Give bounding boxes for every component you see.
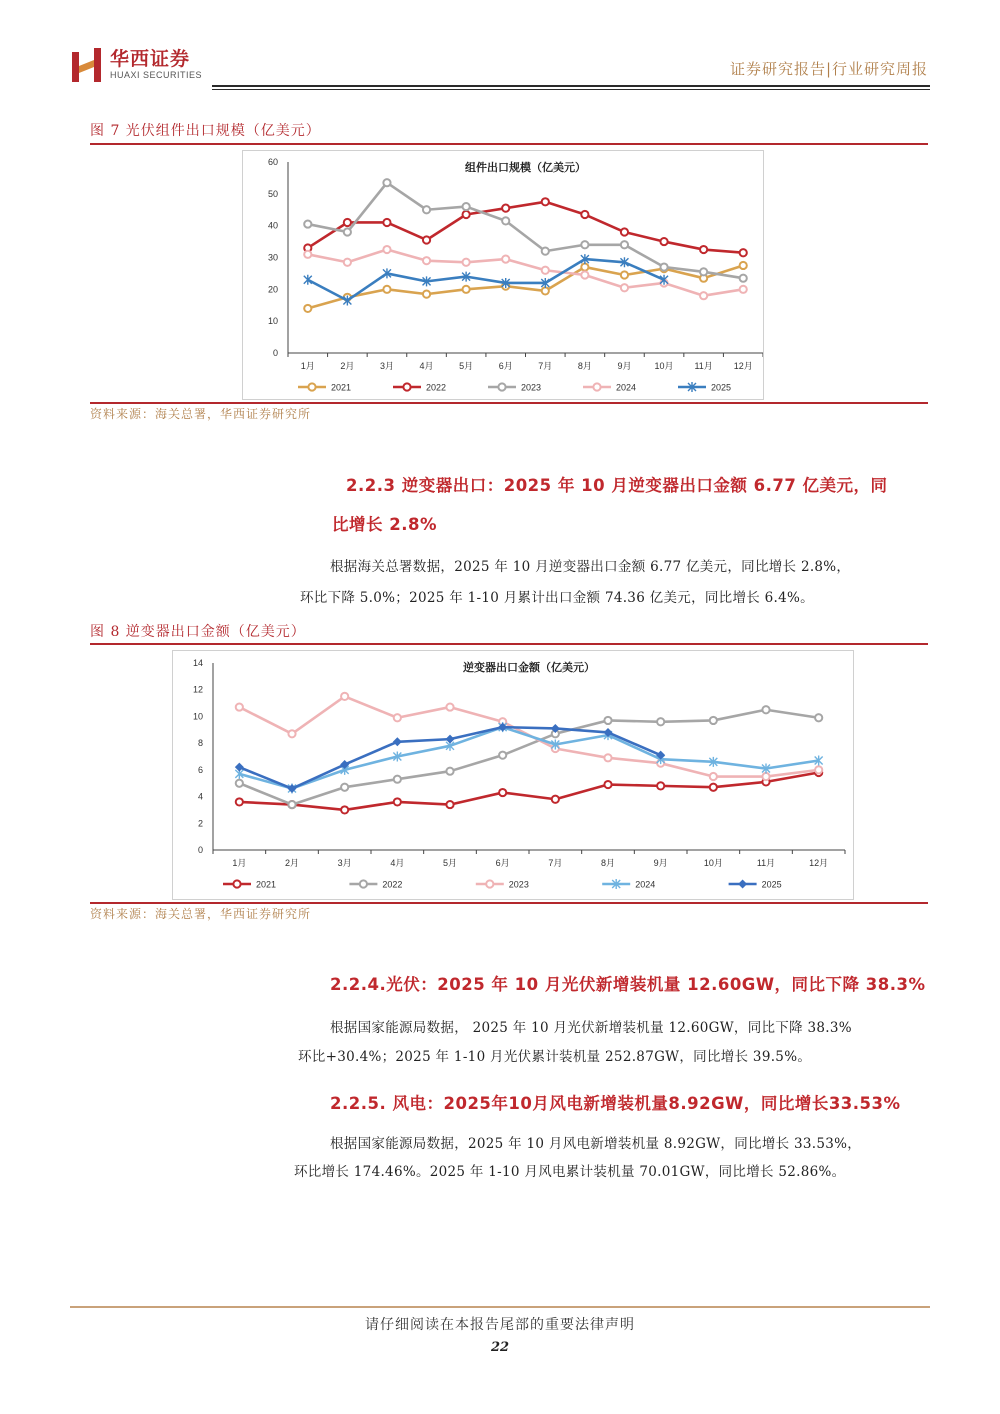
section-225-paragraph-line2: 环比增长 174.46%。2025 年 1-10 月风电累计装机量 70.01GW，同比增长 52.86%。 bbox=[294, 1164, 846, 1180]
legend-marker-2021 bbox=[308, 383, 315, 390]
figure8-chart bbox=[172, 650, 854, 900]
y-tick-label: 12 bbox=[192, 684, 203, 695]
chart-title: 逆变器出口金额（亿美元） bbox=[463, 662, 595, 674]
x-tick-label: 5月 bbox=[442, 858, 458, 868]
data-point-2022 bbox=[762, 706, 769, 713]
legend-label-2024: 2024 bbox=[635, 879, 656, 890]
data-point-2023 bbox=[815, 766, 822, 773]
y-tick-label: 60 bbox=[267, 157, 278, 167]
data-point-2023 bbox=[423, 206, 430, 213]
figure7-caption: 图 7 光伏组件出口规模（亿美元） bbox=[90, 123, 321, 139]
data-point-2021 bbox=[621, 271, 628, 278]
legend-marker-2024 bbox=[593, 383, 600, 390]
data-point-2022 bbox=[499, 752, 506, 759]
data-point-2022 bbox=[288, 801, 295, 808]
data-point-2022 bbox=[383, 219, 390, 226]
x-tick-label: 12月 bbox=[733, 361, 753, 371]
x-tick-label: 4月 bbox=[419, 361, 434, 371]
data-point-2023 bbox=[344, 228, 351, 235]
x-tick-label: 4月 bbox=[390, 858, 405, 868]
series-line-2024 bbox=[239, 727, 818, 788]
x-tick-label: 11月 bbox=[694, 361, 713, 371]
footer-rule bbox=[70, 1306, 930, 1308]
x-tick-label: 1月 bbox=[300, 361, 315, 371]
data-point-2024 bbox=[542, 267, 549, 274]
y-tick-label: 4 bbox=[197, 791, 203, 802]
data-point-2021 bbox=[710, 784, 717, 791]
figure7-source: 资料来源：海关总署，华西证券研究所 bbox=[90, 407, 312, 421]
legend-label-2024: 2024 bbox=[616, 382, 637, 393]
data-point-2022 bbox=[463, 211, 470, 218]
data-point-2024 bbox=[304, 251, 311, 258]
data-point-2024 bbox=[581, 271, 588, 278]
y-tick-label: 2 bbox=[197, 818, 203, 829]
data-point-2022 bbox=[815, 714, 822, 721]
legend-label-2022: 2022 bbox=[426, 382, 447, 393]
data-point-2021 bbox=[341, 806, 348, 813]
data-point-2023 bbox=[463, 203, 470, 210]
data-point-2023 bbox=[762, 773, 769, 780]
data-point-2022 bbox=[236, 780, 243, 787]
data-point-2023 bbox=[621, 241, 628, 248]
data-point-2022 bbox=[581, 211, 588, 218]
legend-label-2025: 2025 bbox=[761, 879, 782, 890]
legend-label-2025: 2025 bbox=[711, 382, 732, 393]
header-divider bbox=[212, 85, 930, 87]
x-tick-label: 11月 bbox=[756, 858, 776, 868]
huaxi-logo-icon bbox=[70, 46, 104, 84]
legend-marker-2025 bbox=[738, 880, 747, 889]
chart-title: 组件出口规模（亿美元） bbox=[465, 162, 586, 174]
data-point-2023 bbox=[502, 217, 509, 224]
x-tick-label: 8月 bbox=[600, 858, 616, 868]
data-point-2022 bbox=[341, 784, 348, 791]
x-tick-label: 10月 bbox=[703, 858, 723, 868]
section-224-paragraph-line1: 根据国家能源局数据， 2025 年 10 月光伏新增装机量 12.60GW，同比下降 38.3% bbox=[330, 1020, 852, 1036]
section-223-heading-line2: 比增长 2.8% bbox=[332, 515, 438, 534]
x-tick-label: 9月 bbox=[617, 361, 632, 371]
data-point-2024 bbox=[344, 259, 351, 266]
section-224-heading: 2.2.4.光伏：2025 年 10 月光伏新增装机量 12.60GW，同比下降 38.3% bbox=[330, 975, 926, 994]
header-divider-thin bbox=[212, 89, 930, 90]
data-point-2023 bbox=[660, 263, 667, 270]
section-225-paragraph-line1: 根据国家能源局数据，2025 年 10 月风电新增装机量 8.92GW，同比增长 33.53%， bbox=[330, 1136, 862, 1152]
data-point-2022 bbox=[604, 717, 611, 724]
y-tick-label: 20 bbox=[267, 284, 278, 295]
x-tick-label: 9月 bbox=[653, 858, 668, 868]
data-point-2024 bbox=[700, 292, 707, 299]
data-point-2023 bbox=[581, 241, 588, 248]
data-point-2021 bbox=[499, 789, 506, 796]
legend-label-2023: 2023 bbox=[521, 382, 542, 393]
data-point-2021 bbox=[383, 286, 390, 293]
x-tick-label: 1月 bbox=[232, 858, 247, 868]
y-tick-label: 50 bbox=[267, 188, 278, 199]
data-point-2022 bbox=[740, 249, 747, 256]
data-point-2021 bbox=[604, 781, 611, 788]
y-tick-label: 10 bbox=[192, 711, 203, 722]
data-point-2021 bbox=[394, 798, 401, 805]
y-tick-label: 0 bbox=[272, 348, 278, 358]
data-point-2024 bbox=[463, 259, 470, 266]
section-225-heading: 2.2.5. 风电：2025年10月风电新增装机量8.92GW，同比增长33.53% bbox=[330, 1094, 901, 1113]
data-point-2021 bbox=[304, 305, 311, 312]
data-point-2025 bbox=[393, 737, 402, 746]
x-tick-label: 7月 bbox=[548, 858, 563, 868]
data-point-2024 bbox=[383, 246, 390, 253]
figure7-chart bbox=[242, 150, 764, 400]
data-point-2024 bbox=[423, 257, 430, 264]
data-point-2024 bbox=[502, 255, 509, 262]
x-tick-label: 5月 bbox=[459, 361, 474, 371]
x-tick-label: 6月 bbox=[498, 361, 513, 371]
data-point-2023 bbox=[383, 179, 390, 186]
figure8-source: 资料来源：海关总署，华西证券研究所 bbox=[90, 907, 312, 921]
data-point-2022 bbox=[423, 236, 430, 243]
legend-marker-2022 bbox=[360, 880, 367, 887]
data-point-2021 bbox=[423, 291, 430, 298]
y-tick-label: 30 bbox=[267, 252, 278, 263]
series-line-2022 bbox=[239, 710, 818, 805]
data-point-2022 bbox=[700, 246, 707, 253]
section-223-heading-line1: 2.2.3 逆变器出口：2025 年 10 月逆变器出口金额 6.77 亿美元，同 bbox=[346, 476, 888, 495]
section-224-paragraph-line2: 环比+30.4%；2025 年 1-10 月光伏累计装机量 252.87GW，同比增长 39.5%。 bbox=[298, 1049, 812, 1065]
data-point-2024 bbox=[621, 284, 628, 291]
section-223-paragraph-line2: 环比下降 5.0%；2025 年 1-10 月累计出口金额 74.36 亿美元，同比增长 6.4%。 bbox=[300, 590, 814, 606]
y-tick-label: 6 bbox=[197, 764, 203, 775]
data-point-2022 bbox=[657, 718, 664, 725]
data-point-2023 bbox=[341, 693, 348, 700]
legend-marker-2023 bbox=[486, 880, 493, 887]
footer-legal-notice: 请仔细阅读在本报告尾部的重要法律声明 bbox=[365, 1317, 635, 1333]
data-point-2021 bbox=[446, 801, 453, 808]
legend-label-2022: 2022 bbox=[382, 879, 403, 890]
data-point-2021 bbox=[463, 286, 470, 293]
y-tick-label: 0 bbox=[197, 845, 203, 855]
figure8-bottom-rule bbox=[90, 902, 928, 904]
data-point-2021 bbox=[581, 263, 588, 270]
figure7-top-rule bbox=[90, 143, 928, 145]
legend-label-2023: 2023 bbox=[508, 879, 529, 890]
x-tick-label: 2月 bbox=[340, 361, 355, 371]
data-point-2023 bbox=[288, 730, 295, 737]
x-tick-label: 3月 bbox=[337, 858, 352, 868]
x-tick-label: 8月 bbox=[577, 361, 592, 371]
data-point-2024 bbox=[740, 286, 747, 293]
data-point-2021 bbox=[236, 798, 243, 805]
legend-marker-2021 bbox=[233, 880, 240, 887]
x-tick-label: 12月 bbox=[809, 858, 829, 868]
data-point-2023 bbox=[604, 754, 611, 761]
data-point-2023 bbox=[700, 268, 707, 275]
x-tick-label: 2月 bbox=[284, 858, 300, 868]
legend-marker-2023 bbox=[498, 383, 505, 390]
legend-label-2021: 2021 bbox=[331, 382, 352, 393]
y-tick-label: 40 bbox=[267, 220, 278, 231]
data-point-2022 bbox=[344, 219, 351, 226]
x-tick-label: 7月 bbox=[538, 361, 553, 371]
data-point-2022 bbox=[621, 228, 628, 235]
section-223-paragraph-line1: 根据海关总署数据，2025 年 10 月逆变器出口金额 6.77 亿美元，同比增长 2.8%， bbox=[330, 559, 851, 575]
data-point-2023 bbox=[740, 275, 747, 282]
data-point-2021 bbox=[542, 287, 549, 294]
y-tick-label: 14 bbox=[192, 658, 203, 668]
data-point-2022 bbox=[660, 238, 667, 245]
figure8-caption: 图 8 逆变器出口金额（亿美元） bbox=[90, 624, 306, 640]
data-point-2023 bbox=[304, 220, 311, 227]
data-point-2023 bbox=[446, 703, 453, 710]
data-point-2021 bbox=[740, 262, 747, 269]
data-point-2021 bbox=[657, 782, 664, 789]
data-point-2022 bbox=[446, 768, 453, 775]
y-tick-label: 10 bbox=[267, 316, 278, 327]
data-point-2023 bbox=[394, 714, 401, 721]
legend-marker-2022 bbox=[403, 383, 410, 390]
x-tick-label: 6月 bbox=[495, 858, 510, 868]
x-tick-label: 10月 bbox=[654, 361, 674, 371]
series-line-2021 bbox=[239, 773, 818, 810]
series-line-2022 bbox=[308, 202, 743, 253]
x-tick-label: 3月 bbox=[379, 361, 394, 371]
report-type-label: 证券研究报告|行业研究周报 bbox=[729, 60, 928, 78]
data-point-2021 bbox=[552, 796, 559, 803]
page-number: 22 bbox=[490, 1340, 510, 1355]
data-point-2023 bbox=[542, 248, 549, 255]
data-point-2022 bbox=[394, 776, 401, 783]
data-point-2022 bbox=[710, 717, 717, 724]
data-point-2023 bbox=[236, 703, 243, 710]
data-point-2022 bbox=[502, 205, 509, 212]
logo-english-name: HUAXI SECURITIES bbox=[110, 70, 203, 80]
figure8-top-rule bbox=[90, 643, 928, 645]
figure7-bottom-rule bbox=[90, 402, 928, 404]
logo-chinese-name: 华西证券 bbox=[110, 48, 191, 70]
data-point-2023 bbox=[710, 773, 717, 780]
y-tick-label: 8 bbox=[197, 738, 203, 749]
data-point-2022 bbox=[542, 198, 549, 205]
legend-label-2021: 2021 bbox=[256, 879, 277, 890]
